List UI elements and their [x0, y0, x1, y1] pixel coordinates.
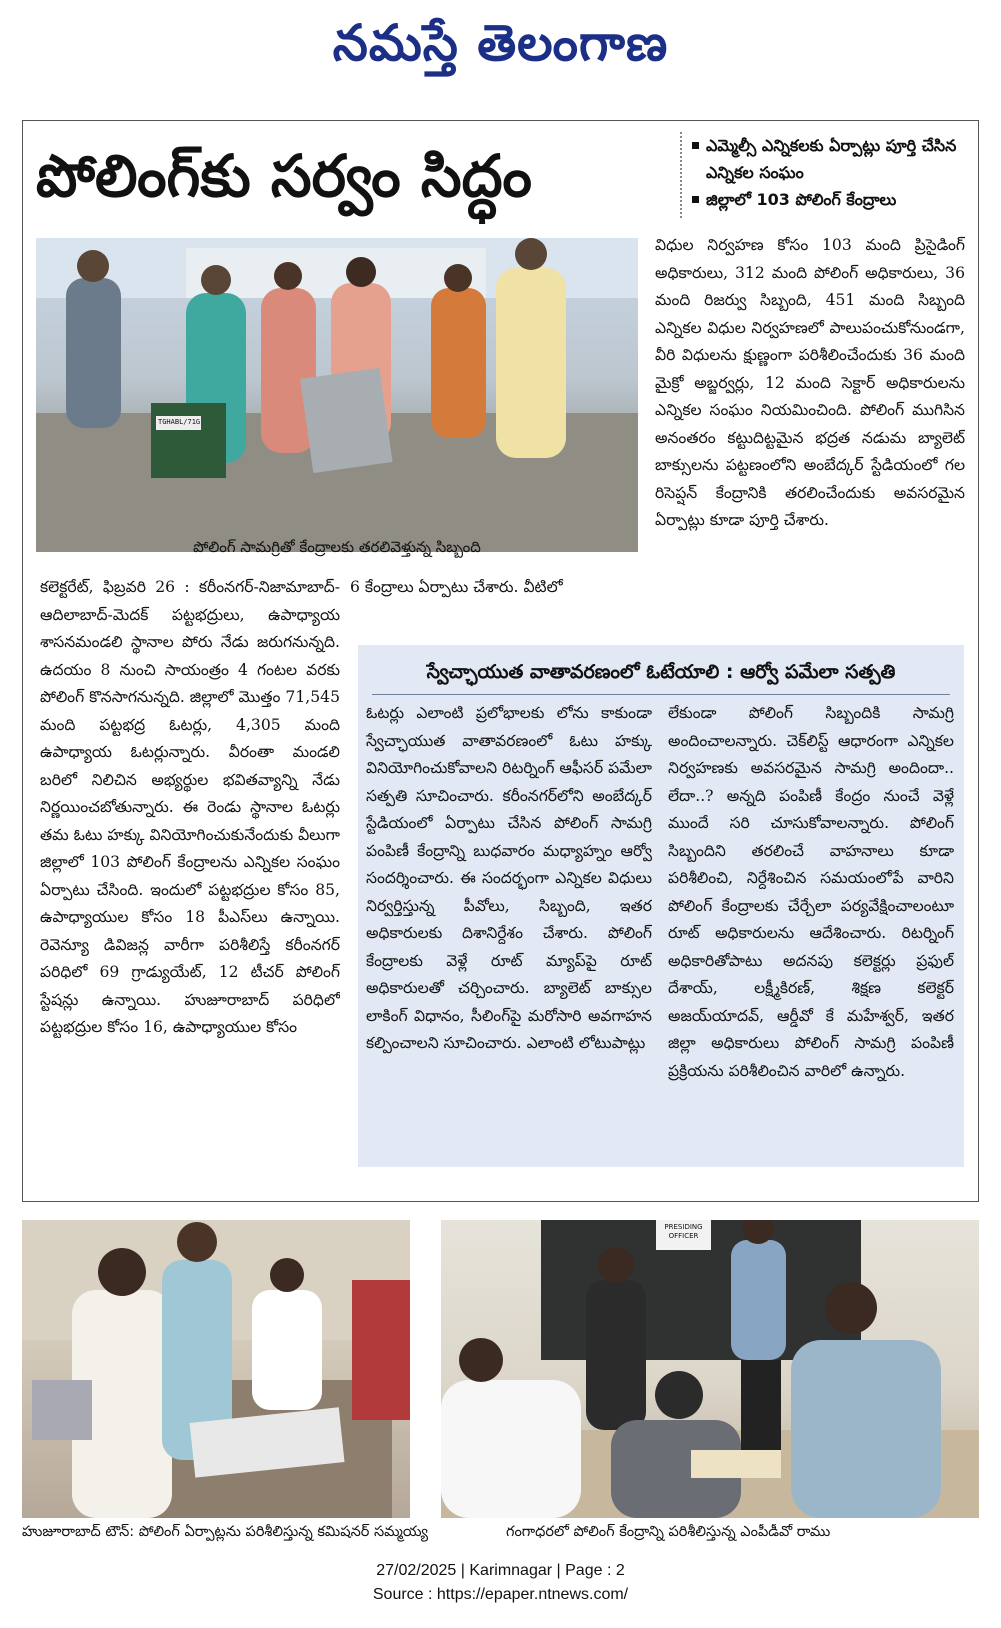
headline-bullets	[690, 132, 970, 222]
bottom-right-caption: గంగాధరలో పోలింగ్ కేంద్రాన్ని పరిశీలిస్తున్న ఎంపీడీవో రాము	[506, 1524, 831, 1540]
polling-staff-illustration	[36, 238, 638, 552]
footer-source: Source : https://epaper.ntnews.com/	[372, 1586, 629, 1603]
bottom-left-caption: హుజూరాబాద్ టౌన్: పోలింగ్ ఏర్పాట్లను పరిశీలిస్తున్న కమిషనర్ సమ్మయ్య	[22, 1524, 429, 1540]
article-headline: పోలింగ్‌కు సర్వం సిద్ధం	[36, 142, 532, 210]
gangadhara-illustration	[441, 1220, 979, 1518]
presiding-officer-board: PRESIDING OFFICER	[664, 1223, 703, 1240]
footer-edition-info: 27/02/2025 | Karimnagar | Page : 2	[376, 1562, 625, 1579]
newspaper-masthead: నమస్తే తెలంగాణ	[332, 14, 669, 72]
sidebar-column-2: లేకుండా పోలింగ్ సిబ్బందికి సామగ్రి అందించాలన్నారు. చెక్‌లిస్ట్ ఆధారంగా ఎన్నికల నిర్వహణకు అవసరమైన సామగ్రి అందిందా.. లేదా..? అన్నది పంపిణీ కేంద్రం నుంచే వెళ్లే ముందే సరి చూసుకోవాలన్నారు. పోలింగ్ సిబ్బందిని తరలించే వాహనాలు కూడా పరిశీలించి, నిర్దేశించిన సమయంలోపే వారిని పోలింగ్ కేంద్రాలకు చేర్చేలా పర్యవేక్షించాలంటూ రూట్ అధికారులను ఆదేశించారు. రిటర్నింగ్ అధికారితోపాటు అదనపు కలెక్టర్లు ప్రఫుల్ దేశాయ్, లక్ష్మీకిరణ్, శిక్షణ కలెక్టర్ అజయ్‌యాదవ్, ఆర్డీవో కే మహేశ్వర్, ఇతర జిల్లా అధికారులు పోలింగ్ సామగ్రి పంపిణీ ప్రక్రియను పరిశీలించిన వారిలో ఉన్నారు.	[668, 704, 954, 1080]
ballot-box-shape	[151, 403, 226, 478]
headline-divider	[680, 132, 684, 218]
sidebar-column-1: ఓటర్లు ఎలాంటి ప్రలోభాలకు లోను కాకుండా స్వేచ్ఛాయుత వాతావరణంలో ఓటు హక్కు వినియోగించుకోవాలని రిటర్నింగ్ ఆఫీసర్ పమేలా సత్పతి సూచించారు. కరీంనగర్‌లోని అంబేద్కర్ స్టేడియంలో ఏర్పాటు చేసిన పోలింగ్ సామగ్రి పంపిణీ కేంద్రాన్ని బుధవారం మధ్యాహ్నం ఆర్వో సందర్శించారు. ఈ సందర్భంగా ఎన్నికల విధులు నిర్వర్తిస్తున్న పీవోలు, సిబ్బంది, ఇతర అధికారులకు దిశానిర్దేశం చేశారు. పోలింగ్ కేంద్రాలకు వెళ్లే రూట్ మ్యాప్‌పై రూట్ అధికారులతో చర్చించారు. బ్యాలెట్ బాక్సుల లాకింగ్ విధానం, సీలింగ్‌పై మరోసారి అవగాహన కల్పించాలని సూచించారు. ఎలాంటి లోటుపాట్లు	[366, 704, 652, 1052]
ballot-box-label: TGHABL/71G	[158, 418, 201, 426]
huzurabad-inspection-photo	[22, 1220, 410, 1518]
huzurabad-illustration	[22, 1220, 410, 1518]
top-photo-caption: పోలింగ్ సామగ్రితో కేంద్రాలకు తరలివెళ్తున్న సిబ్బంది	[193, 538, 481, 556]
article-continuation: 6 కేంద్రాలు ఏర్పాటు చేశారు. వీటిలో	[350, 578, 563, 596]
sidebar-title: స్వేచ్ఛాయుత వాతావరణంలో ఓటేయాలి : ఆర్వో పమేలా సత్పతి	[426, 661, 896, 683]
article-right-column: విధుల నిర్వహణ కోసం 103 మంది ప్రిసైడింగ్ అధికారులు, 312 మంది పోలింగ్ అధికారులు, 36 మంది రిజర్వు సిబ్బంది, 451 మంది సిబ్బంది ఎన్నికల విధుల నిర్వహణలో పాలుపంచుకోనుండగా, వీరి విధులను క్షుణ్ణంగా పరిశీలించేందుకు 36 మంది మైక్రో అబ్జర్వర్లు, 12 మంది సెక్టార్ అధికారులను ఎన్నికల సంఘం నియమించింది. పోలింగ్ ముగిసిన అనంతరం కట్టుదిట్టమైన భద్రత నడుమ బ్యాలెట్ బాక్సులను పట్టణంలోని అంబేద్కర్ స్టేడియంలో గల రిసెప్షన్ కేంద్రానికి తరలించేందుకు అవసరమైన ఏర్పాట్లు కూడా పూర్తి చేశారు.	[655, 236, 965, 529]
article-left-column: కలెక్టరేట్, ఫిబ్రవరి 26 : కరీంనగర్-నిజామాబాద్-ఆదిలాబాద్-మెదక్ పట్టభద్రులు, ఉపాధ్యాయ శాసనమండలి స్థానాల పోరు నేడు జరుగనున్నది. ఉదయం 8 నుంచి సాయంత్రం 4 గంటల వరకు పోలింగ్ కొనసాగనున్నది. జిల్లాలో మొత్తం 71,545 మంది పట్టభద్ర ఓటర్లు, 4,305 మంది ఉపాధ్యాయ ఓటర్లున్నారు. వీరంతా మండలి బరిలో నిలిచిన అభ్యర్థుల భవితవ్యాన్ని నేడు నిర్ణయించబోతున్నారు. ఈ రెండు స్థానాల ఓటర్లు తమ ఓటు హక్కు వినియోగించుకునేందుకు వీలుగా జిల్లాలో 103 పోలింగ్ కేంద్రాలను ఎన్నికల సంఘం ఏర్పాటు చేసింది. ఇందులో పట్టభద్రుల కోసం 85, ఉపాధ్యాయుల కోసం 18 పీఎస్‌లు ఉన్నాయి. రెవెన్యూ డివిజన్ల వారీగా పరిశీలిస్తే కరీంనగర్ పరిధిలో 69 గ్రాడ్యుయేట్, 12 టీచర్ పోలింగ్ స్టేషన్లు ఉన్నాయి. హుజూరాబాద్ పరిధిలో పట్టభద్రుల కోసం 16, ఉపాధ్యాయుల కోసం	[40, 578, 340, 1036]
polling-staff-photo	[36, 238, 638, 552]
gangadhara-inspection-photo	[441, 1220, 979, 1518]
bullet-item: జిల్లాలో 103 పోలింగ్ కేంద్రాలు	[690, 186, 970, 213]
sidebar-divider	[372, 694, 950, 695]
bullet-item: ఎమ్మెల్సీ ఎన్నికలకు ఏర్పాట్లు పూర్తి చేసిన ఎన్నికల సంఘం	[690, 132, 970, 186]
